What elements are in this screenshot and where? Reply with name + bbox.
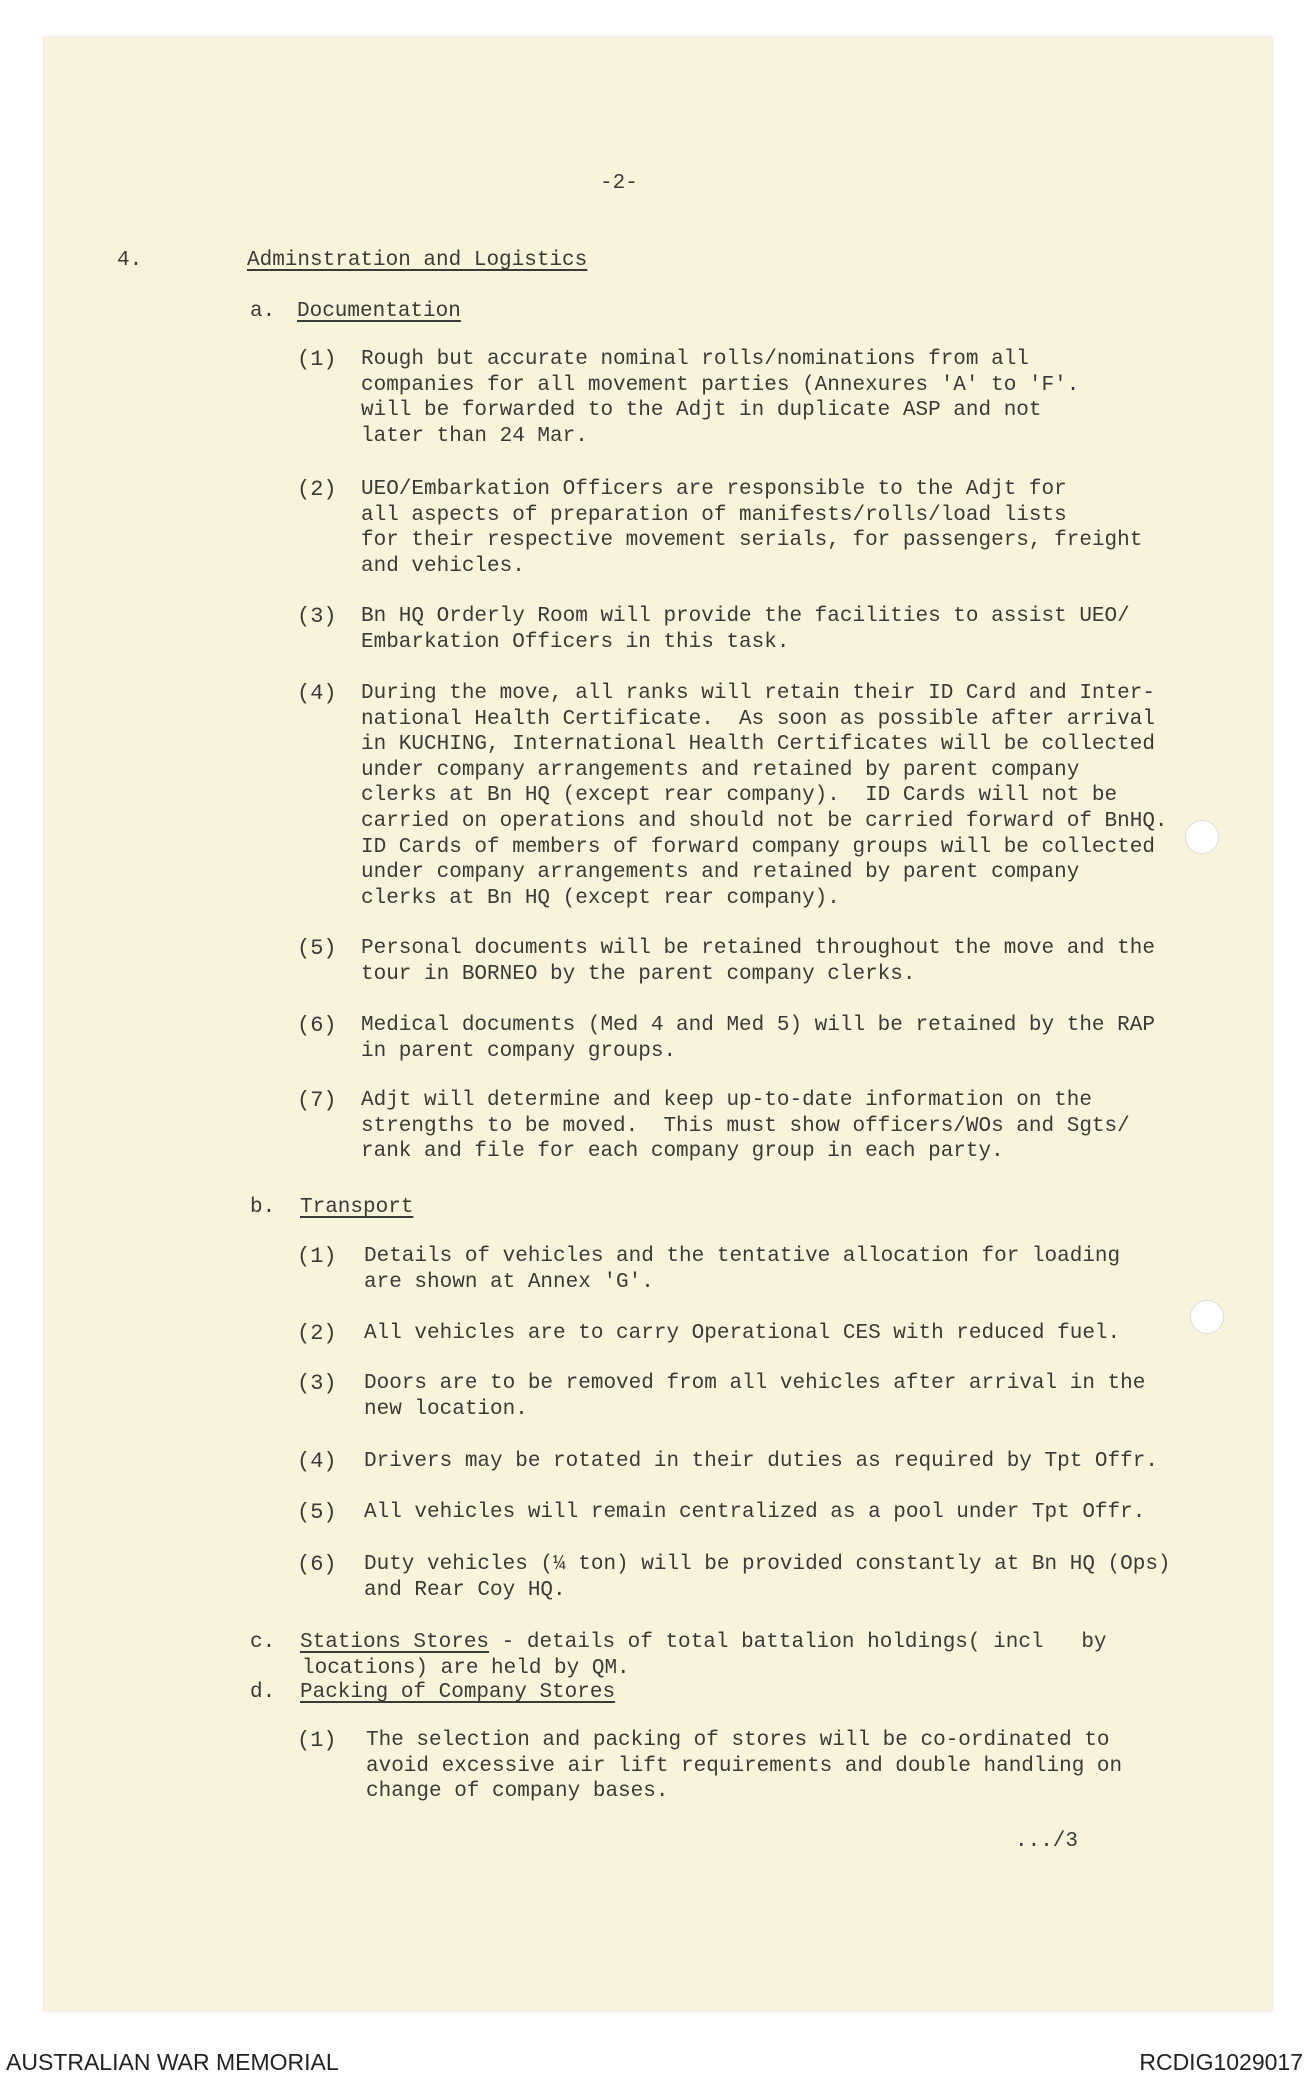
item-text-line: companies for all movement parties (Annexures 'A' to 'F'. bbox=[361, 373, 1080, 397]
item-text-line: later than 24 Mar. bbox=[361, 424, 588, 448]
item-text-line: carried on operations and should not be carried forward of BnHQ. bbox=[361, 810, 1168, 833]
subsection-title: Stations Stores bbox=[300, 1631, 490, 1654]
item-text-line: and vehicles. bbox=[361, 554, 525, 578]
item-text-line: avoid excessive air lift requirements and double handling on bbox=[366, 1754, 1123, 1778]
item-number: (1) bbox=[297, 1244, 337, 1269]
item-text-line: are shown at Annex 'G'. bbox=[364, 1270, 654, 1294]
item-number: (2) bbox=[297, 1321, 337, 1346]
item-text-line: strengths to be moved. This must show officers/WOs and Sgts/ bbox=[361, 1114, 1130, 1138]
subsection-c-text: - details of total battalion holdings( incl by bbox=[489, 1631, 1107, 1654]
item-number: (5) bbox=[297, 1500, 337, 1525]
item-text-line: Duty vehicles (¼ ton) will be provided constantly at Bn HQ (Ops) bbox=[364, 1553, 1171, 1576]
item-text-line: rank and file for each company group in each party. bbox=[361, 1140, 1004, 1164]
item-text-line: Rough but accurate nominal rolls/nominations from all bbox=[361, 348, 1029, 371]
item-text-line: new location. bbox=[364, 1397, 528, 1421]
item-text-line: under company arrangements and retained by parent company bbox=[361, 758, 1080, 782]
item-number: (1) bbox=[297, 347, 337, 372]
subsection-letter: d. bbox=[250, 1681, 276, 1704]
item-number: (7) bbox=[297, 1088, 337, 1113]
item-number: (6) bbox=[297, 1552, 337, 1577]
item-text-line: in parent company groups. bbox=[361, 1039, 677, 1063]
item-number: (3) bbox=[297, 1371, 337, 1396]
item-text-line: Embarkation Officers in this task. bbox=[361, 630, 790, 654]
section-title: Adminstration and Logistics bbox=[247, 249, 588, 272]
subsection-title: Packing of Company Stores bbox=[300, 1681, 616, 1704]
footer-archive-name: AUSTRALIAN WAR MEMORIAL bbox=[6, 2049, 339, 2075]
continuation-marker: .../3 bbox=[1015, 1830, 1079, 1853]
item-text-line: Details of vehicles and the tentative allocation for loading bbox=[364, 1245, 1121, 1268]
footer-record-id: RCDIG1029017 bbox=[1139, 2049, 1303, 2075]
item-text-line: under company arrangements and retained by parent company bbox=[361, 861, 1080, 885]
subsection-title: Transport bbox=[300, 1196, 414, 1219]
item-number: (4) bbox=[297, 681, 337, 706]
punch-hole bbox=[1190, 1300, 1224, 1334]
subsection-c-line bbox=[300, 1630, 1107, 1656]
item-number: (2) bbox=[297, 477, 337, 502]
item-number: (3) bbox=[297, 604, 337, 629]
item-number: (1) bbox=[297, 1728, 337, 1753]
item-text-line: in KUCHING, International Health Certificates will be collected bbox=[361, 733, 1155, 757]
item-text-line: national Health Certificate. As soon as possible after arrival bbox=[361, 707, 1155, 731]
page-number: -2- bbox=[600, 172, 638, 195]
subsection-letter: b. bbox=[250, 1196, 276, 1219]
item-text-line: all aspects of preparation of manifests/rolls/load lists bbox=[361, 503, 1067, 527]
item-text-line: clerks at Bn HQ (except rear company). ID Cards will not be bbox=[361, 784, 1118, 808]
item-text-line: During the move, all ranks will retain their ID Card and Inter- bbox=[361, 682, 1155, 705]
item-text-line: All vehicles will remain centralized as a pool under Tpt Offr. bbox=[364, 1501, 1146, 1524]
item-text-line: All vehicles are to carry Operational CES with reduced fuel. bbox=[364, 1322, 1121, 1345]
item-text-line: Bn HQ Orderly Room will provide the facilities to assist UEO/ bbox=[361, 605, 1130, 628]
subsection-letter: a. bbox=[250, 300, 276, 323]
item-number: (4) bbox=[297, 1449, 337, 1474]
item-text-line: Personal documents will be retained throughout the move and the bbox=[361, 937, 1155, 960]
item-text-line: clerks at Bn HQ (except rear company). bbox=[361, 886, 840, 910]
item-text-line: Doors are to be removed from all vehicles after arrival in the bbox=[364, 1372, 1146, 1395]
item-text-line: Medical documents (Med 4 and Med 5) will be retained by the RAP bbox=[361, 1014, 1155, 1037]
subsection-title: Documentation bbox=[297, 300, 461, 323]
item-text-line: and Rear Coy HQ. bbox=[364, 1578, 566, 1602]
section-number: 4. bbox=[117, 249, 143, 272]
item-text-line: change of company bases. bbox=[366, 1780, 669, 1804]
item-text-line: UEO/Embarkation Officers are responsible to the Adjt for bbox=[361, 478, 1067, 501]
subsection-c-line2: locations) are held by QM. bbox=[302, 1657, 630, 1680]
item-text-line: The selection and packing of stores will be co-ordinated to bbox=[366, 1729, 1110, 1752]
subsection-letter: c. bbox=[250, 1631, 276, 1654]
item-text-line: ID Cards of members of forward company groups will be collected bbox=[361, 835, 1155, 859]
item-text-line: for their respective movement serials, for passengers, freight bbox=[361, 529, 1143, 553]
item-number: (6) bbox=[297, 1013, 337, 1038]
item-text-line: Drivers may be rotated in their duties as required by Tpt Offr. bbox=[364, 1450, 1158, 1473]
punch-hole bbox=[1185, 820, 1219, 854]
item-text-line: tour in BORNEO by the parent company clerks. bbox=[361, 962, 916, 986]
item-text-line: will be forwarded to the Adjt in duplicate ASP and not bbox=[361, 399, 1042, 423]
item-number: (5) bbox=[297, 936, 337, 961]
item-text-line: Adjt will determine and keep up-to-date information on the bbox=[361, 1089, 1092, 1112]
